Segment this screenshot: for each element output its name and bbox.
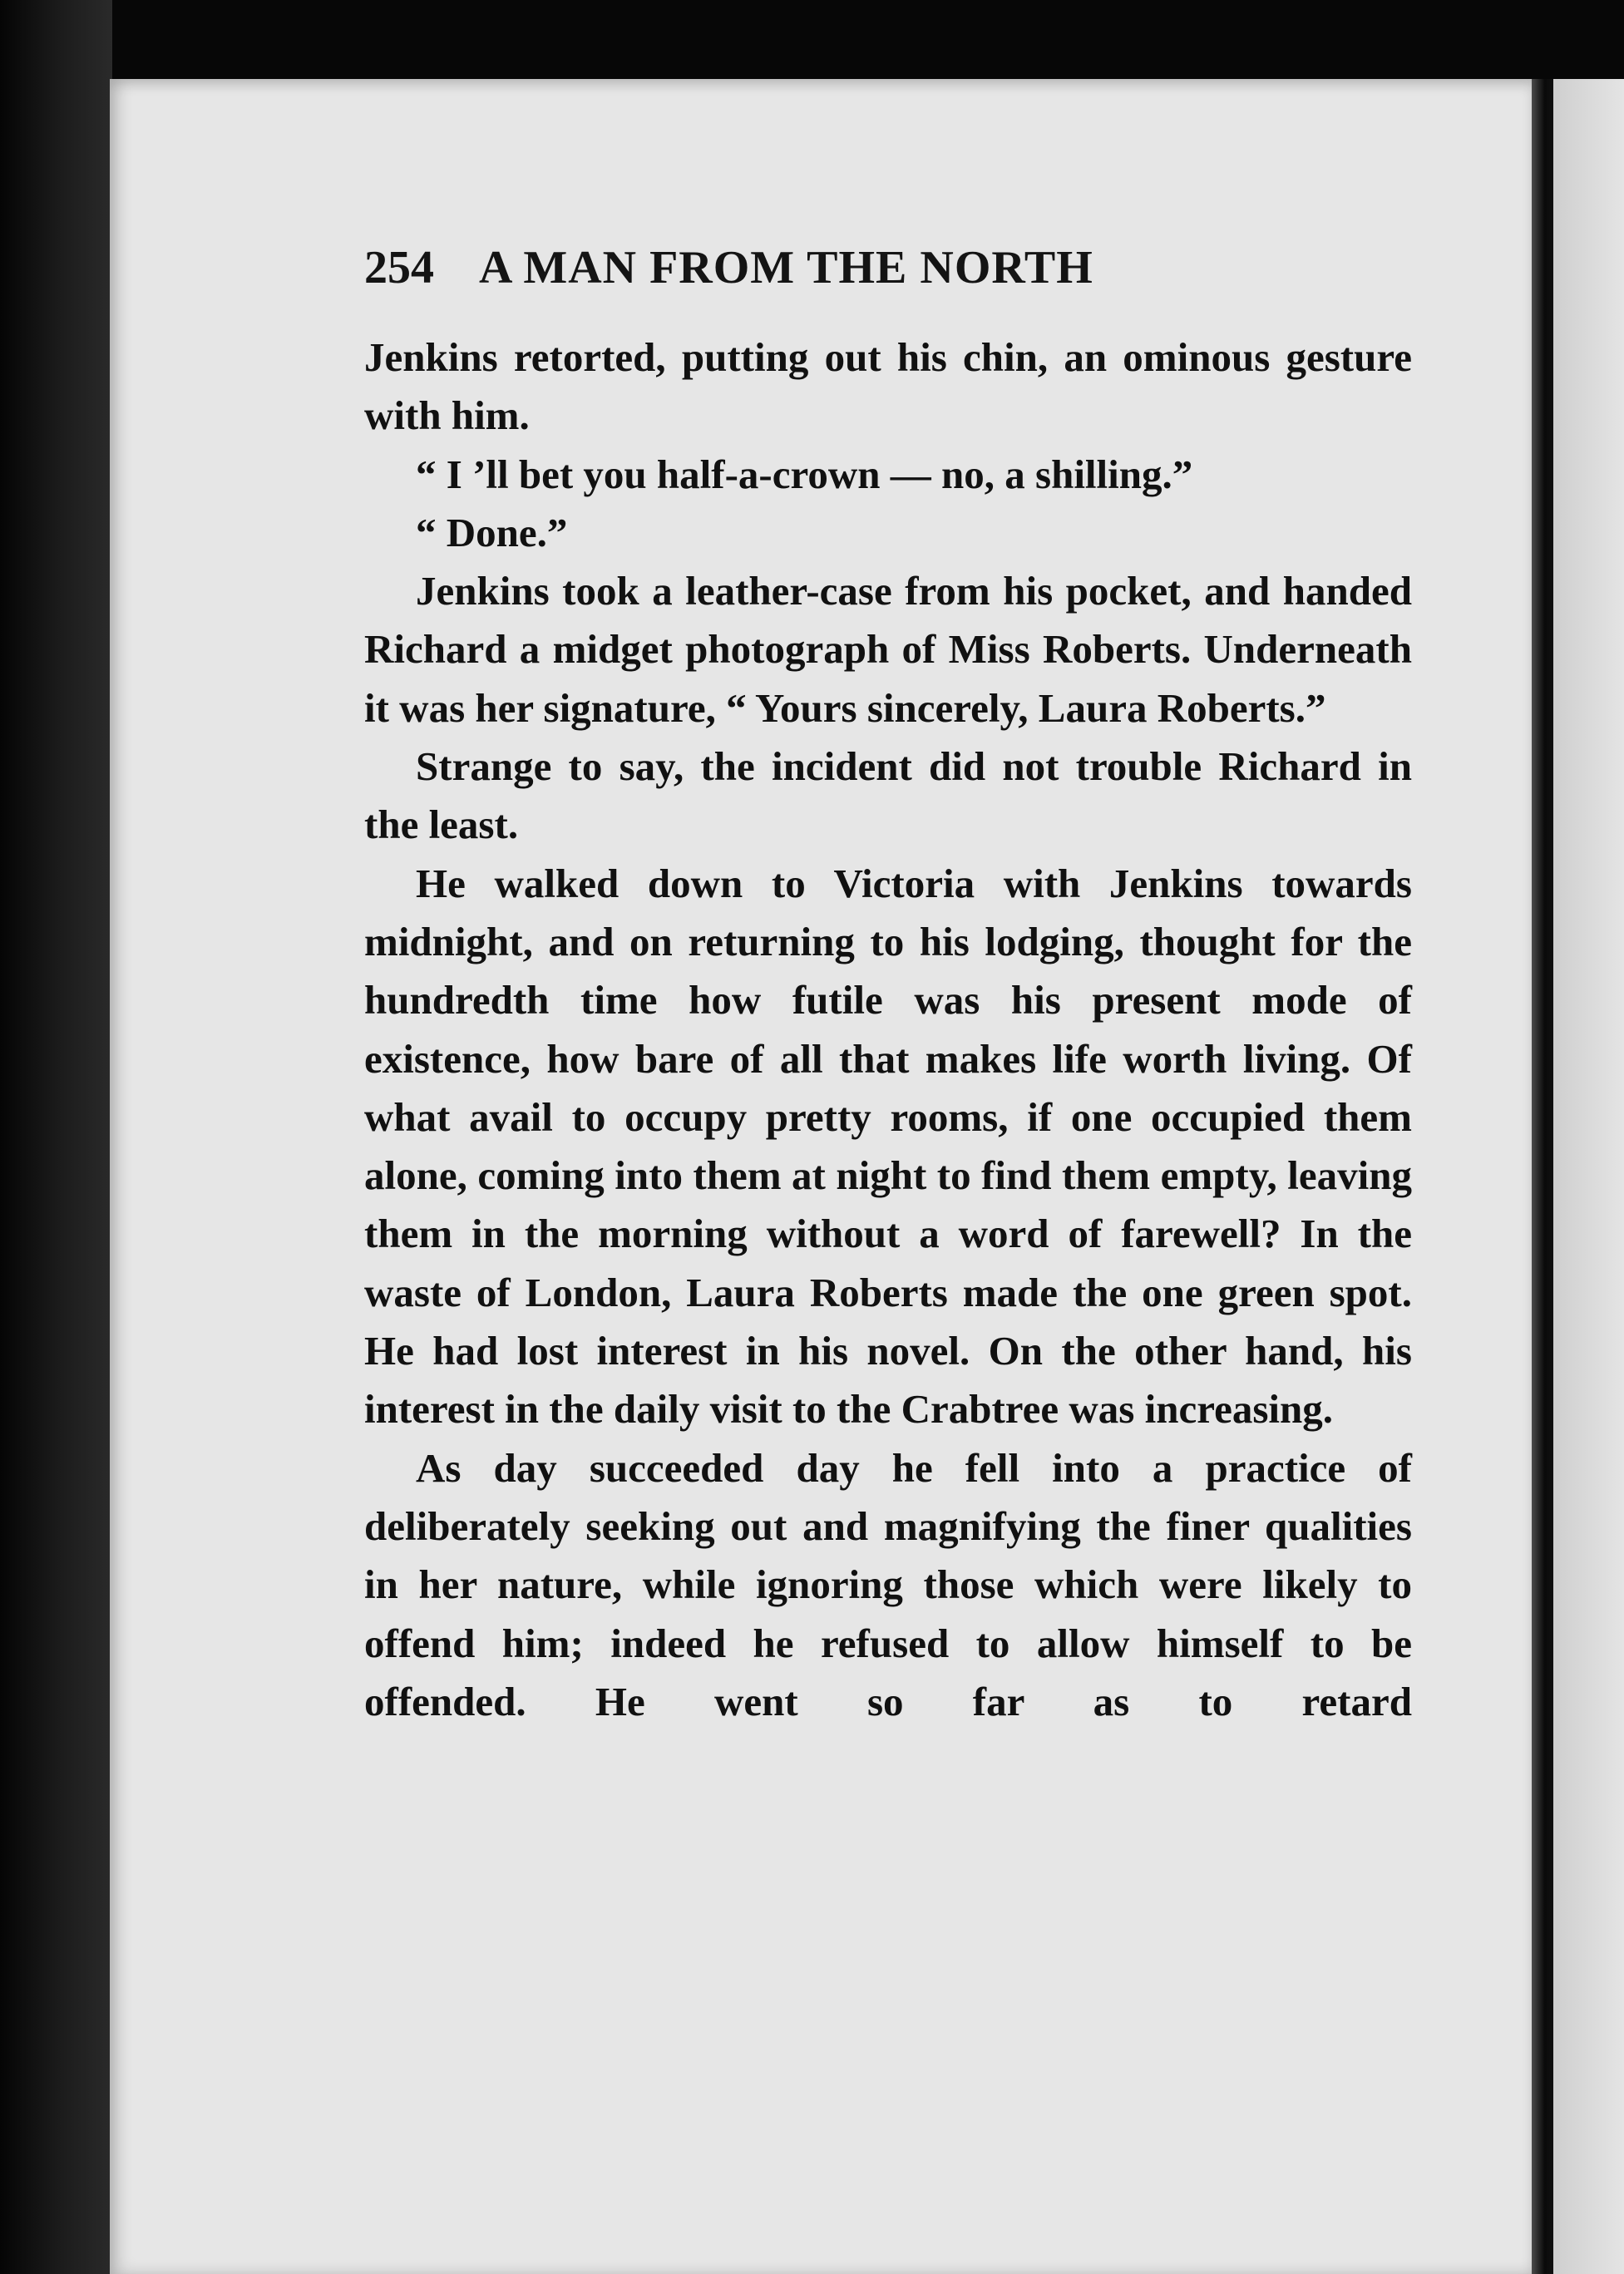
paragraph: As day succeeded day he fell into a practice of deliberately seeking out and magnifying the finer qualities in her nature, while ignoring those which were likely to offend him; indeed he refused to allow himself to be offended. He went so far as to retard [364, 1444, 1412, 1724]
paragraph: Jenkins took a leather-case from his pocket, and handed Richard a midget photograph of Miss Roberts. Underneath it was her signature, “ Yours sincerely, Laura Roberts.” [364, 568, 1412, 731]
running-title: A MAN FROM THE NORTH [479, 242, 1093, 293]
facing-page-edge [1553, 79, 1624, 2274]
paragraph: “ I ’ll bet you half-a-crown — no, a shilling.” [416, 451, 1193, 497]
paragraph: “ Done.” [416, 509, 568, 555]
scan-left-margin [0, 0, 112, 2274]
page-number: 254 [364, 242, 434, 293]
body-text [364, 328, 1412, 1731]
paragraph: Jenkins retorted, putting out his chin, an ominous gesture with him. [364, 334, 1412, 439]
paragraph: He walked down to Victoria with Jenkins towards midnight, and on returning to his lodging, thought for the hundredth time how futile was his present mode of existence, how bare of all that makes life worth living. Of what avail to occupy pretty rooms, if one occupied them alone, coming into them at night to find them empty, leaving them in the morning without a word of farewell? In the waste of London, Laura Roberts made the one green spot. He had lost interest in his novel. On the other hand, his interest in the daily visit to the Crabtree was increasing. [364, 860, 1412, 1433]
paragraph: Strange to say, the incident did not trouble Richard in the least. [364, 743, 1412, 848]
book-gutter [1532, 79, 1553, 2274]
page-header [364, 234, 1237, 301]
scan-top-margin [0, 0, 1624, 83]
